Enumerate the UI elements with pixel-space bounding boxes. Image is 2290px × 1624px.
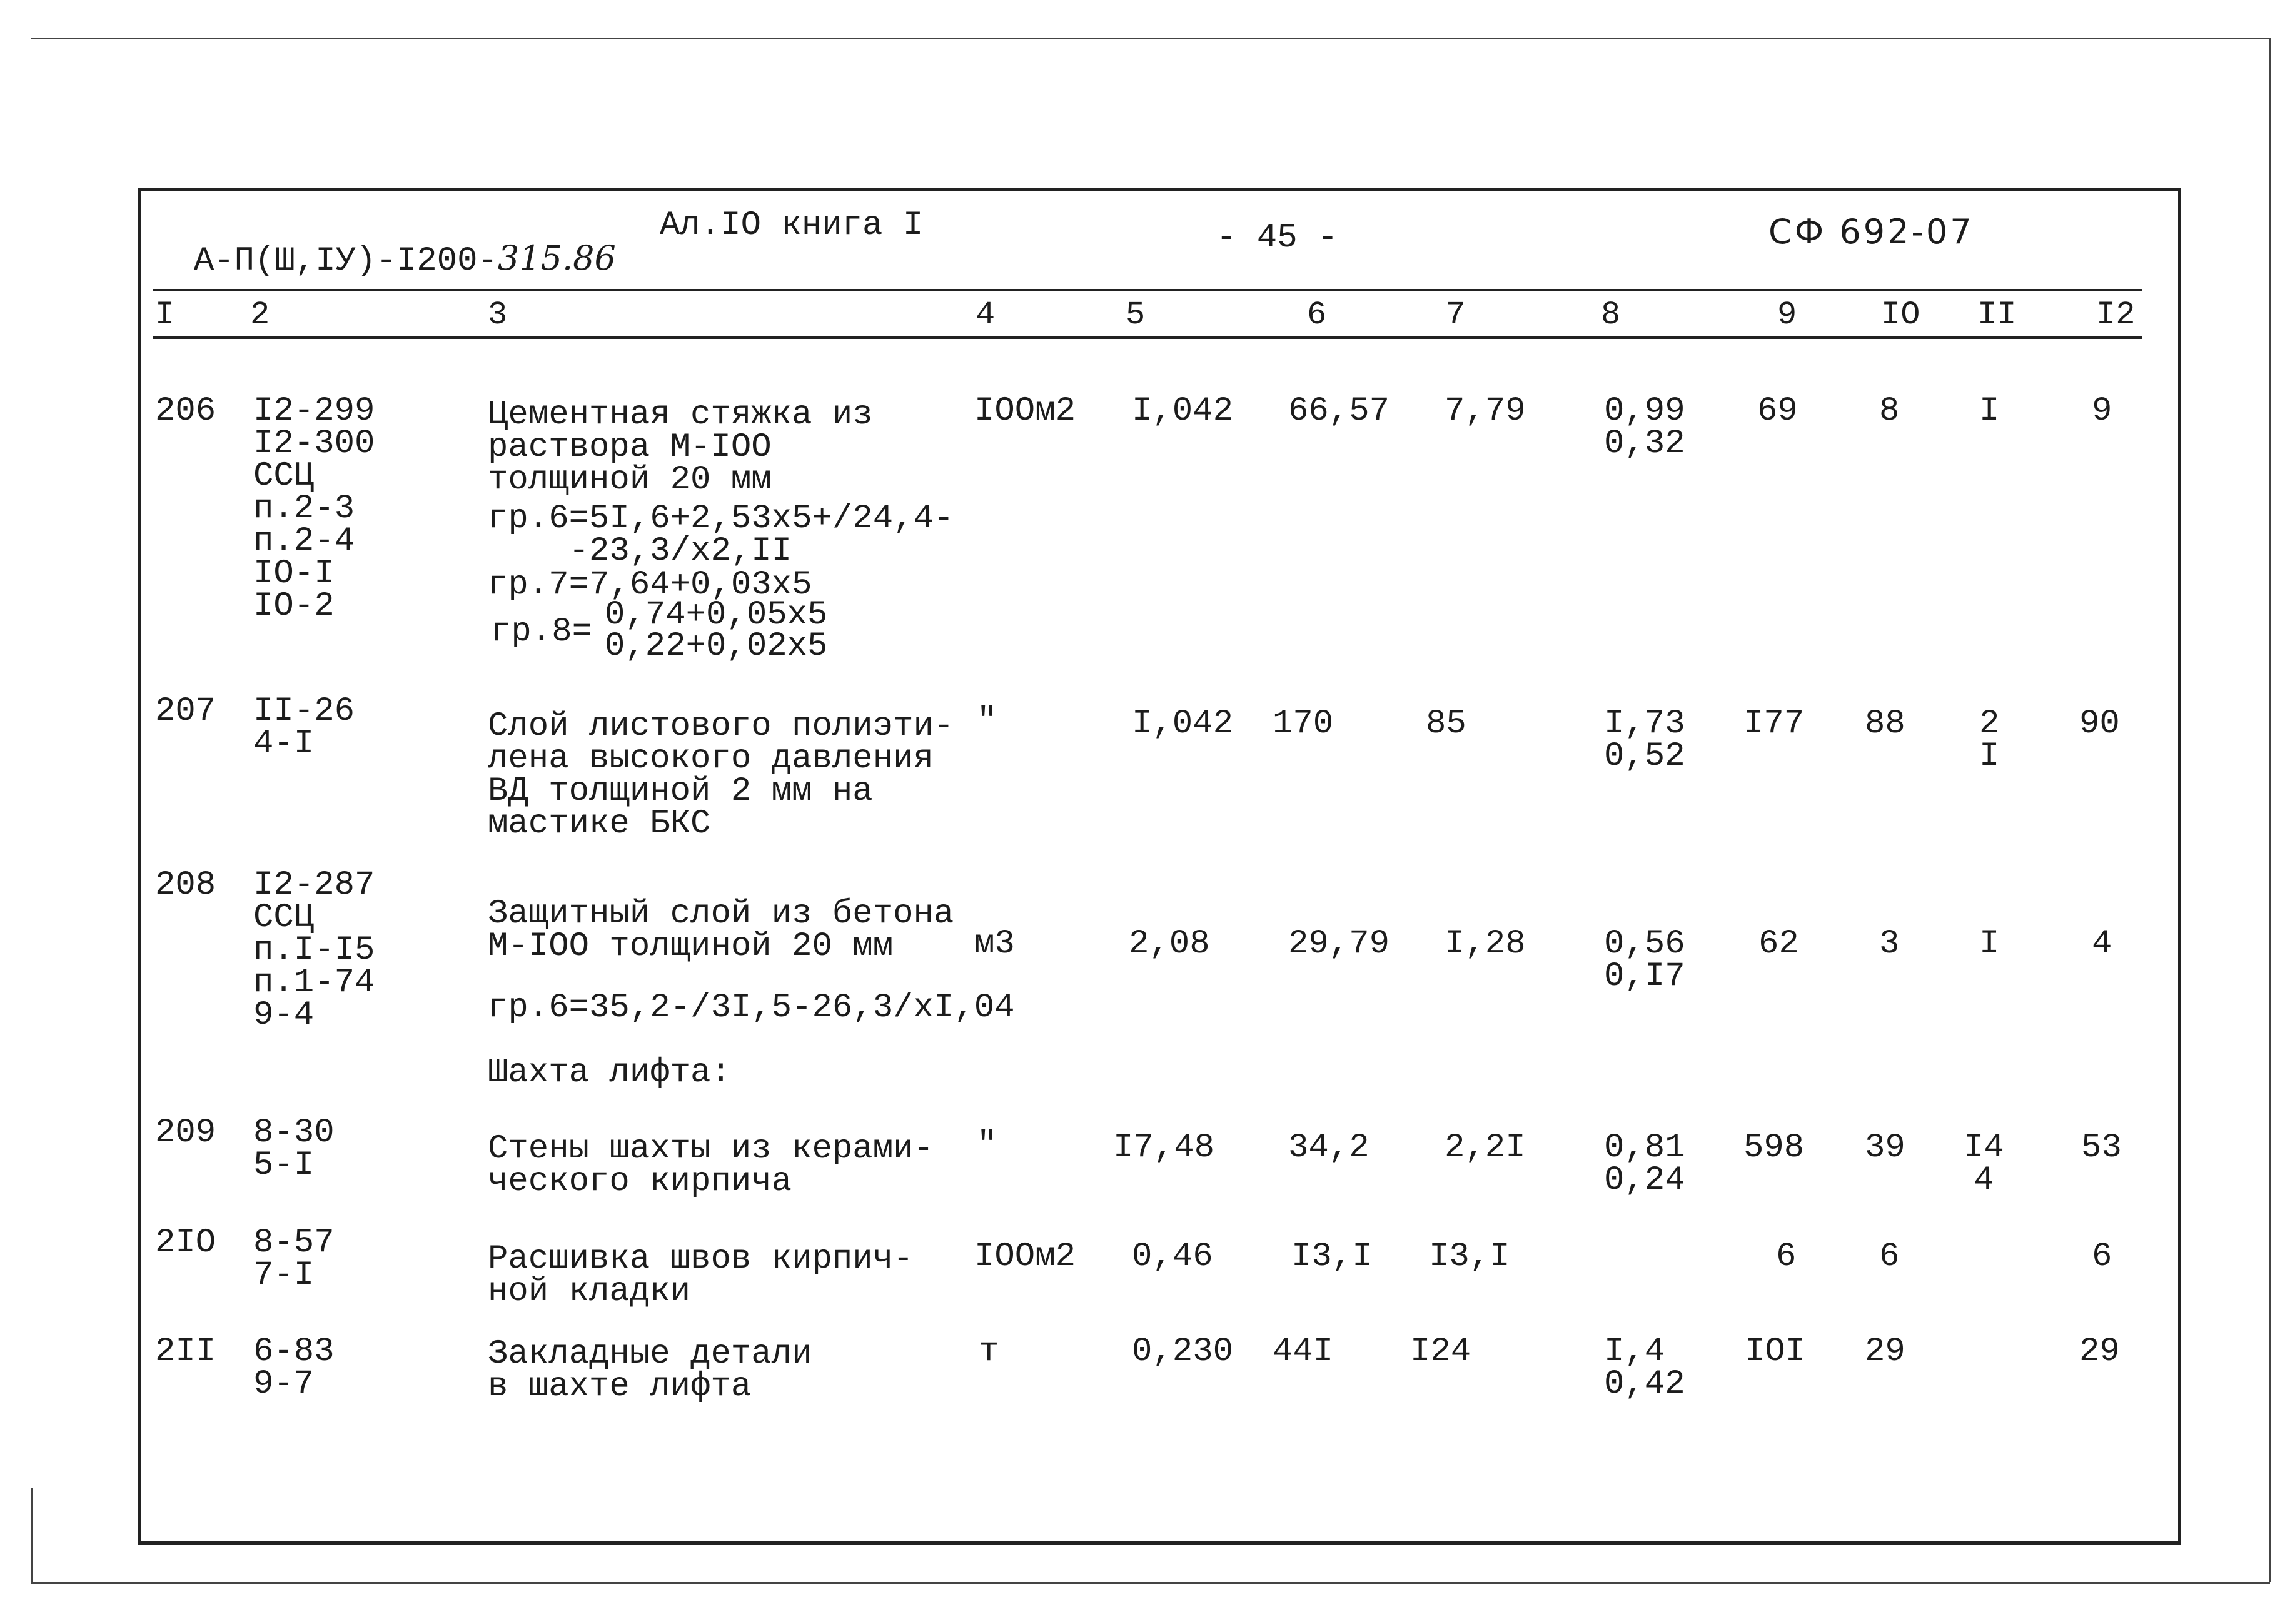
sheet-edge-top bbox=[31, 38, 2270, 39]
norm-codes: I2-299 I2-300 ССЦ п.2-3 п.2-4 IO-I IO-2 bbox=[253, 392, 375, 625]
page-number: - 45 - bbox=[1216, 219, 1338, 257]
section-heading: Шахта лифта: bbox=[488, 1054, 731, 1092]
unit-cost: 34,2 bbox=[1288, 1129, 1369, 1167]
row-number: 207 bbox=[155, 692, 216, 730]
col12-value: 53 bbox=[2081, 1129, 2122, 1167]
formula-label: гр.8= bbox=[491, 613, 593, 651]
sheet-edge-left bbox=[31, 1488, 33, 1582]
col12-value: 4 bbox=[2092, 925, 2112, 963]
column-number-8: 8 bbox=[1601, 296, 1621, 333]
sheet-edge-bottom bbox=[31, 1582, 2270, 1584]
column-number-9: 9 bbox=[1777, 296, 1797, 333]
column-number-11: II bbox=[1977, 296, 2017, 333]
column-number-5: 5 bbox=[1126, 296, 1146, 333]
work-description: Защитный слой из бетона М-IOO толщиной 20 мм bbox=[488, 895, 954, 966]
doc-code-handwritten: 315.86 bbox=[497, 238, 616, 278]
work-description: Цементная стяжка из раствора М-IOO толщиной 20 мм bbox=[488, 396, 873, 499]
col9-value: 69 bbox=[1757, 392, 1798, 430]
formula-numerator: 0,74+0,05х5 bbox=[605, 596, 828, 634]
row-number: 2IO bbox=[155, 1224, 216, 1262]
quantity: 0,230 bbox=[1132, 1333, 1234, 1371]
column-number-4: 4 bbox=[976, 296, 996, 333]
row-number: 208 bbox=[155, 866, 216, 904]
norm-codes: 8-30 5-I bbox=[253, 1114, 335, 1184]
col12-value: 29 bbox=[2079, 1333, 2120, 1371]
doc-code bbox=[153, 209, 616, 278]
formula-denominator: 0,22+0,02х5 bbox=[605, 627, 828, 665]
column-number-7: 7 bbox=[1446, 296, 1466, 333]
col12-value: 90 bbox=[2079, 705, 2120, 743]
unit-cost: 170 bbox=[1273, 705, 1334, 743]
work-description: Слой листового полиэти- лена высокого давления ВД толщиной 2 мм на мастике БКС bbox=[488, 707, 954, 843]
formula-line: гр.7=7,64+0,03х5 bbox=[488, 566, 812, 604]
col8-value: 0,81 0,24 bbox=[1604, 1129, 1685, 1199]
col8-value: 0,99 0,32 bbox=[1604, 392, 1685, 463]
col7-value: I,28 bbox=[1445, 925, 1526, 963]
work-description: Стены шахты из керами- ческого кирпича bbox=[488, 1130, 934, 1201]
quantity: I,042 bbox=[1132, 392, 1234, 430]
work-description: Закладные детали в шахте лифта bbox=[488, 1335, 812, 1406]
col11-value: 2 I bbox=[1979, 705, 2000, 775]
unit: " bbox=[977, 702, 997, 740]
col10-value: 8 bbox=[1879, 392, 1900, 430]
col9-value: I77 bbox=[1743, 705, 1805, 743]
header-rule-top bbox=[153, 289, 2142, 291]
unit-cost: 29,79 bbox=[1288, 925, 1390, 963]
norm-codes: 6-83 9-7 bbox=[253, 1333, 335, 1403]
col9-value: 598 bbox=[1743, 1129, 1805, 1167]
col9-value: 6 bbox=[1776, 1238, 1797, 1276]
row-number: 209 bbox=[155, 1114, 216, 1152]
col10-value: 29 bbox=[1865, 1333, 1905, 1371]
unit: м3 bbox=[974, 925, 1015, 963]
col10-value: 6 bbox=[1879, 1238, 1900, 1276]
col10-value: 3 bbox=[1879, 925, 1900, 963]
column-number-1: I bbox=[155, 296, 175, 333]
column-number-12: I2 bbox=[2096, 296, 2136, 333]
quantity: 0,46 bbox=[1132, 1238, 1213, 1276]
col7-value: I3,I bbox=[1429, 1238, 1510, 1276]
col10-value: 88 bbox=[1865, 705, 1905, 743]
col7-value: 85 bbox=[1426, 705, 1466, 743]
col11-value: I bbox=[1979, 925, 2000, 963]
column-number-3: 3 bbox=[488, 296, 508, 333]
column-number-2: 2 bbox=[250, 296, 270, 333]
norm-codes: I2-287 ССЦ п.I-I5 п.1-74 9-4 bbox=[253, 866, 375, 1034]
quantity: 2,08 bbox=[1129, 925, 1210, 963]
header-rule-bottom bbox=[153, 336, 2142, 339]
quantity: I7,48 bbox=[1113, 1129, 1215, 1167]
stamp-code: СФ 692-07 bbox=[1768, 212, 1974, 251]
row-number: 2II bbox=[155, 1333, 216, 1371]
row-number: 206 bbox=[155, 392, 216, 430]
unit: IOOм2 bbox=[974, 1238, 1076, 1276]
col8-value: 0,56 0,I7 bbox=[1604, 925, 1685, 996]
unit: " bbox=[977, 1126, 997, 1164]
norm-codes: 8-57 7-I bbox=[253, 1224, 335, 1294]
col12-value: 6 bbox=[2092, 1238, 2112, 1276]
col8-value: I,4 0,42 bbox=[1604, 1333, 1685, 1403]
col9-value: 62 bbox=[1758, 925, 1799, 963]
unit-cost: 66,57 bbox=[1288, 392, 1390, 430]
album-label: Ал.IO книга I bbox=[660, 206, 924, 245]
formula-line: гр.6=35,2-/3I,5-26,3/хI,04 bbox=[488, 989, 1015, 1027]
quantity: I,042 bbox=[1132, 705, 1234, 743]
col7-value: 7,79 bbox=[1445, 392, 1526, 430]
unit-cost: I3,I bbox=[1291, 1238, 1373, 1276]
unit: т bbox=[979, 1333, 999, 1371]
column-number-6: 6 bbox=[1307, 296, 1327, 333]
col7-value: 2,2I bbox=[1445, 1129, 1526, 1167]
work-description: Расшивка швов кирпич- ной кладки bbox=[488, 1240, 914, 1311]
col9-value: IOI bbox=[1745, 1333, 1806, 1371]
doc-code-typed: А-П(Ш,IУ)-I200- bbox=[193, 242, 498, 280]
col8-value: I,73 0,52 bbox=[1604, 705, 1685, 775]
formula-line: гр.6=5I,6+2,53х5+/24,4- -23,3/х2,II bbox=[488, 500, 954, 570]
norm-codes: II-26 4-I bbox=[253, 692, 355, 763]
col11-value: I4 4 bbox=[1964, 1129, 2004, 1199]
column-number-10: IO bbox=[1881, 296, 1920, 333]
col10-value: 39 bbox=[1865, 1129, 1905, 1167]
sheet-edge-right bbox=[2269, 38, 2271, 1582]
unit-cost: 44I bbox=[1273, 1333, 1334, 1371]
unit: IOOм2 bbox=[974, 392, 1076, 430]
col12-value: 9 bbox=[2092, 392, 2112, 430]
col11-value: I bbox=[1979, 392, 2000, 430]
col7-value: I24 bbox=[1410, 1333, 1471, 1371]
